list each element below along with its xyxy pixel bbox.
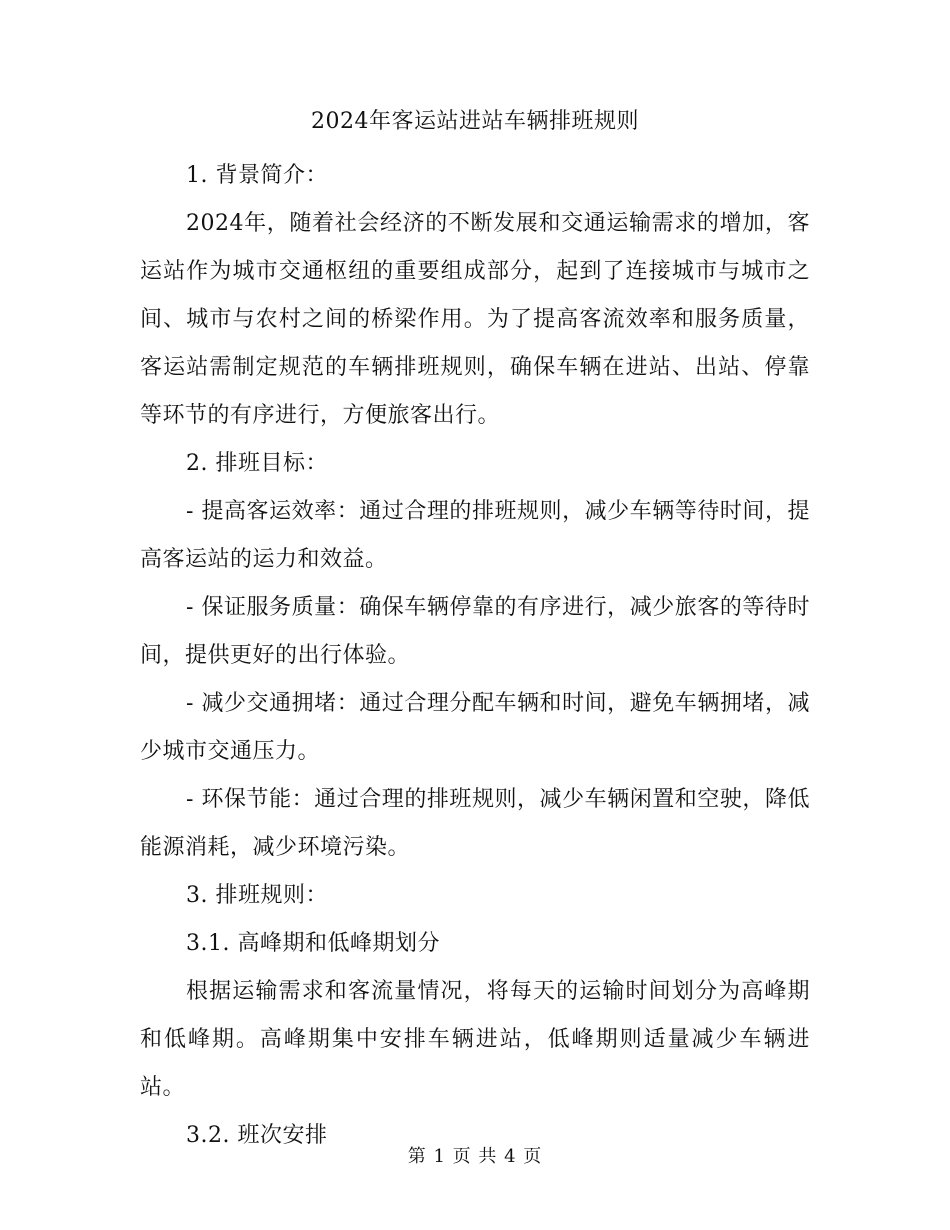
document-body bbox=[140, 152, 810, 1160]
section-heading-background: 1. 背景简介： bbox=[186, 163, 328, 188]
document-title: 2024年客运站进站车辆排班规则 bbox=[311, 109, 639, 134]
section-heading-goals: 2. 排班目标： bbox=[186, 451, 328, 476]
paragraph-background: 2024年，随着社会经济的不断发展和交通运输需求的增加，客运站作为城市交通枢纽的重要组成部分，起到了连接城市与城市之间、城市与农村之间的桥梁作用。为了提高客流效率和服务质量，客运站需制定规范的车辆排班规则，确保车辆在进站、出站、停靠等环节的有序进行，方便旅客出行。 bbox=[140, 211, 810, 428]
goal-item-energy-saving: - 环保节能：通过合理的排班规则，减少车辆闲置和空驶，降低能源消耗，减少环境污染。 bbox=[140, 787, 810, 860]
paragraph-peak-periods: 根据运输需求和客流量情况，将每天的运输时间划分为高峰期和低峰期。高峰期集中安排车辆进站，低峰期则适量减少车辆进站。 bbox=[140, 979, 810, 1100]
subsection-heading-schedule: 3.2. 班次安排 bbox=[186, 1123, 328, 1148]
section-heading-rules: 3. 排班规则： bbox=[186, 883, 328, 908]
goal-item-service-quality: - 保证服务质量：确保车辆停靠的有序进行，减少旅客的等待时间，提供更好的出行体验。 bbox=[140, 595, 810, 668]
goal-item-efficiency: - 提高客运效率：通过合理的排班规则，减少车辆等待时间，提高客运站的运力和效益。 bbox=[140, 499, 810, 572]
page-number-footer: 第 1 页 共 4 页 bbox=[407, 1146, 543, 1167]
subsection-heading-peak-periods: 3.1. 高峰期和低峰期划分 bbox=[186, 931, 440, 956]
goal-item-reduce-congestion: - 减少交通拥堵：通过合理分配车辆和时间，避免车辆拥堵，减少城市交通压力。 bbox=[140, 691, 810, 764]
